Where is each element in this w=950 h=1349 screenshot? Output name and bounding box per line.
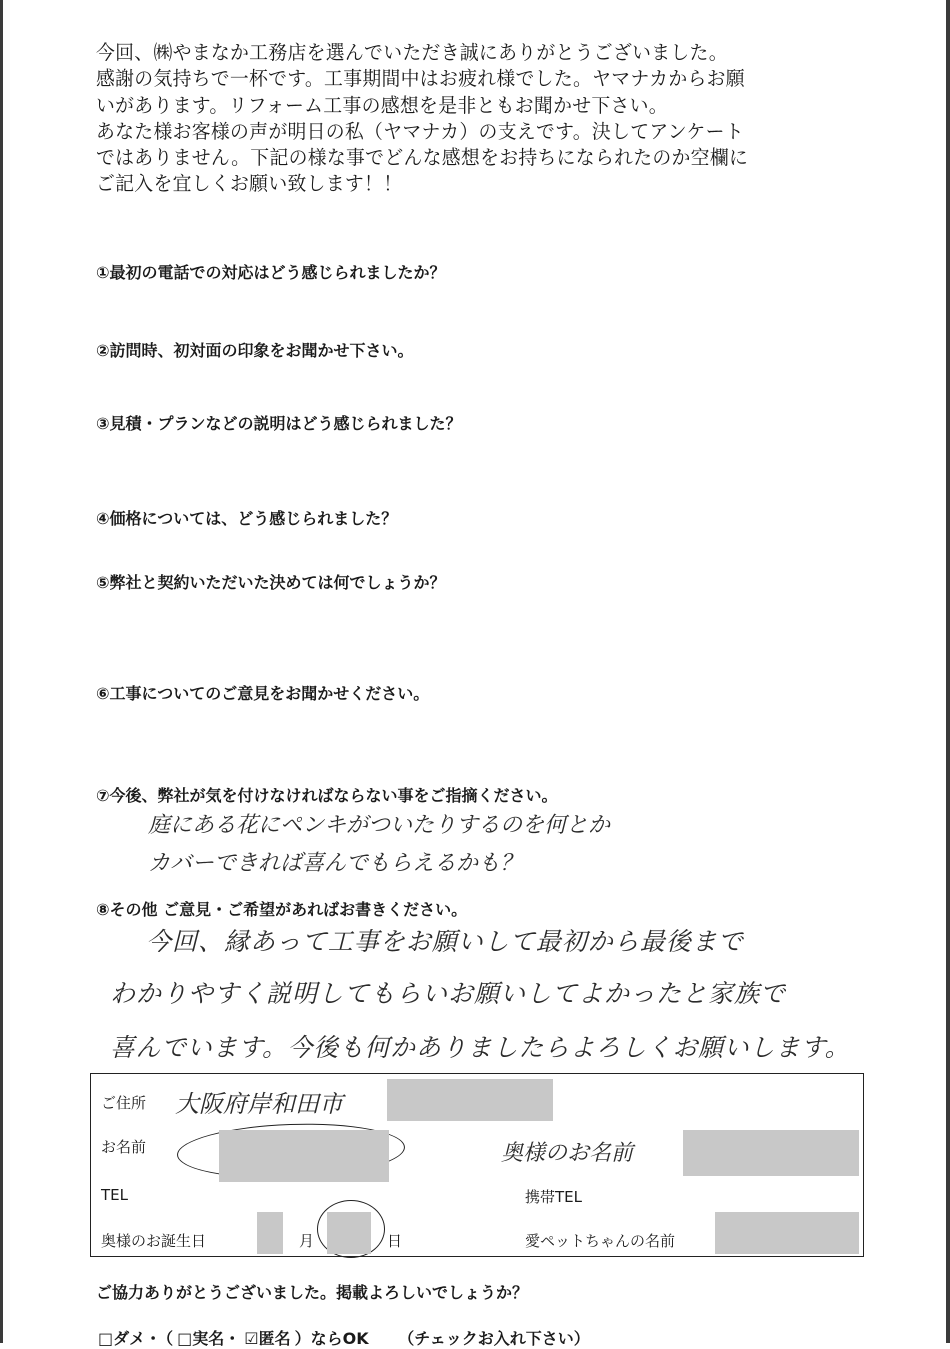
checkbox-real-name[interactable]: □実名・ [177,1329,241,1348]
redacted-address [387,1079,553,1121]
page-left-edge [0,0,3,1343]
address-label: ご住所 [101,1094,147,1112]
question-6: ⑥工事についてのご意見をお聞かせください。 [96,684,430,703]
intro-line: 今回、㈱やまなか工務店を選んでいただき誠にありがとうございました。 [96,41,728,64]
checkbox-anonymous[interactable]: ☑匿名 [244,1329,291,1348]
intro-paragraph [96,40,876,198]
mobile-tel-label: 携帯TEL [525,1188,582,1206]
answer-7-line: カバーできれば喜んでもらえるかも？ [148,851,523,876]
question-5: ⑤弊社と契約いただいた決めては何でしょうか？ [96,573,446,592]
customer-info-box [90,1073,864,1257]
paren-open: （ [165,1329,174,1348]
name-label: お名前 [101,1138,147,1156]
redacted-wife-name [683,1130,859,1176]
consent-checkbox-row [98,1326,594,1349]
intro-line: ではありません。下記の様な事でどんな感想をお持ちになられたのか空欄に [96,146,749,170]
question-7: ⑦今後、弊社が気を付けなければならない事をご指摘ください。 [96,786,558,805]
redacted-name [219,1130,389,1182]
question-4: ④価格については、どう感じられました？ [96,509,398,528]
ok-text: ）ならOK [294,1329,369,1348]
question-3: ③見積・プランなどの説明はどう感じられました？ [96,414,462,433]
question-1: ①最初の電話での対応はどう感じられましたか？ [96,263,446,282]
address-value: 大阪府岸和田市 [175,1090,343,1118]
answer-8-line: 喜んでいます。今後も何かありましたらよろしくお願いします。 [110,1033,851,1062]
page-right-edge [946,0,950,1343]
intro-line: 感謝の気持ちで一杯です。工事期間中はお疲れ様でした。ヤマナカからお願 [96,67,745,91]
answer-8-line: わかりやすく説明してもらいお願いしてよかったと家族で [110,979,787,1008]
intro-line: ご記入を宜しくお願い致します！！ [96,172,403,196]
month-label: 月 [299,1232,315,1250]
redacted-pet-name [715,1212,859,1254]
check-note: （チェックお入れ下さい） [398,1329,590,1348]
day-label: 日 [387,1232,403,1250]
intro-line: あなた様お客様の声が明日の私（ヤマナカ）の支えです。決してアンケート [96,119,744,143]
checkbox-dame[interactable]: □ダメ・ [98,1329,162,1348]
redacted-birth-month [257,1212,283,1254]
pet-name-label: 愛ペットちゃんの名前 [525,1232,676,1250]
question-2: ②訪問時、初対面の印象をお聞かせ下さい。 [96,341,414,360]
intro-line: いがあります。リフォーム工事の感想を是非ともお聞かせ下さい。 [96,93,668,117]
answer-8-line: 今回、縁あって工事をお願いして最初から最後まで [146,927,744,956]
question-8: ⑧その他 ご意見・ご希望があればお書きください。 [96,900,468,919]
closing-thanks: ご協力ありがとうございました。掲載よろしいでしょうか？ [96,1283,529,1302]
tel-label: TEL [101,1186,128,1204]
redacted-birth-day [327,1212,371,1254]
birthday-label: 奥様のお誕生日 [101,1232,207,1250]
wife-name-label: 奥様のお名前 [501,1141,634,1166]
answer-7-line: 庭にある花にペンキがついたりするのを何とか [148,813,611,838]
